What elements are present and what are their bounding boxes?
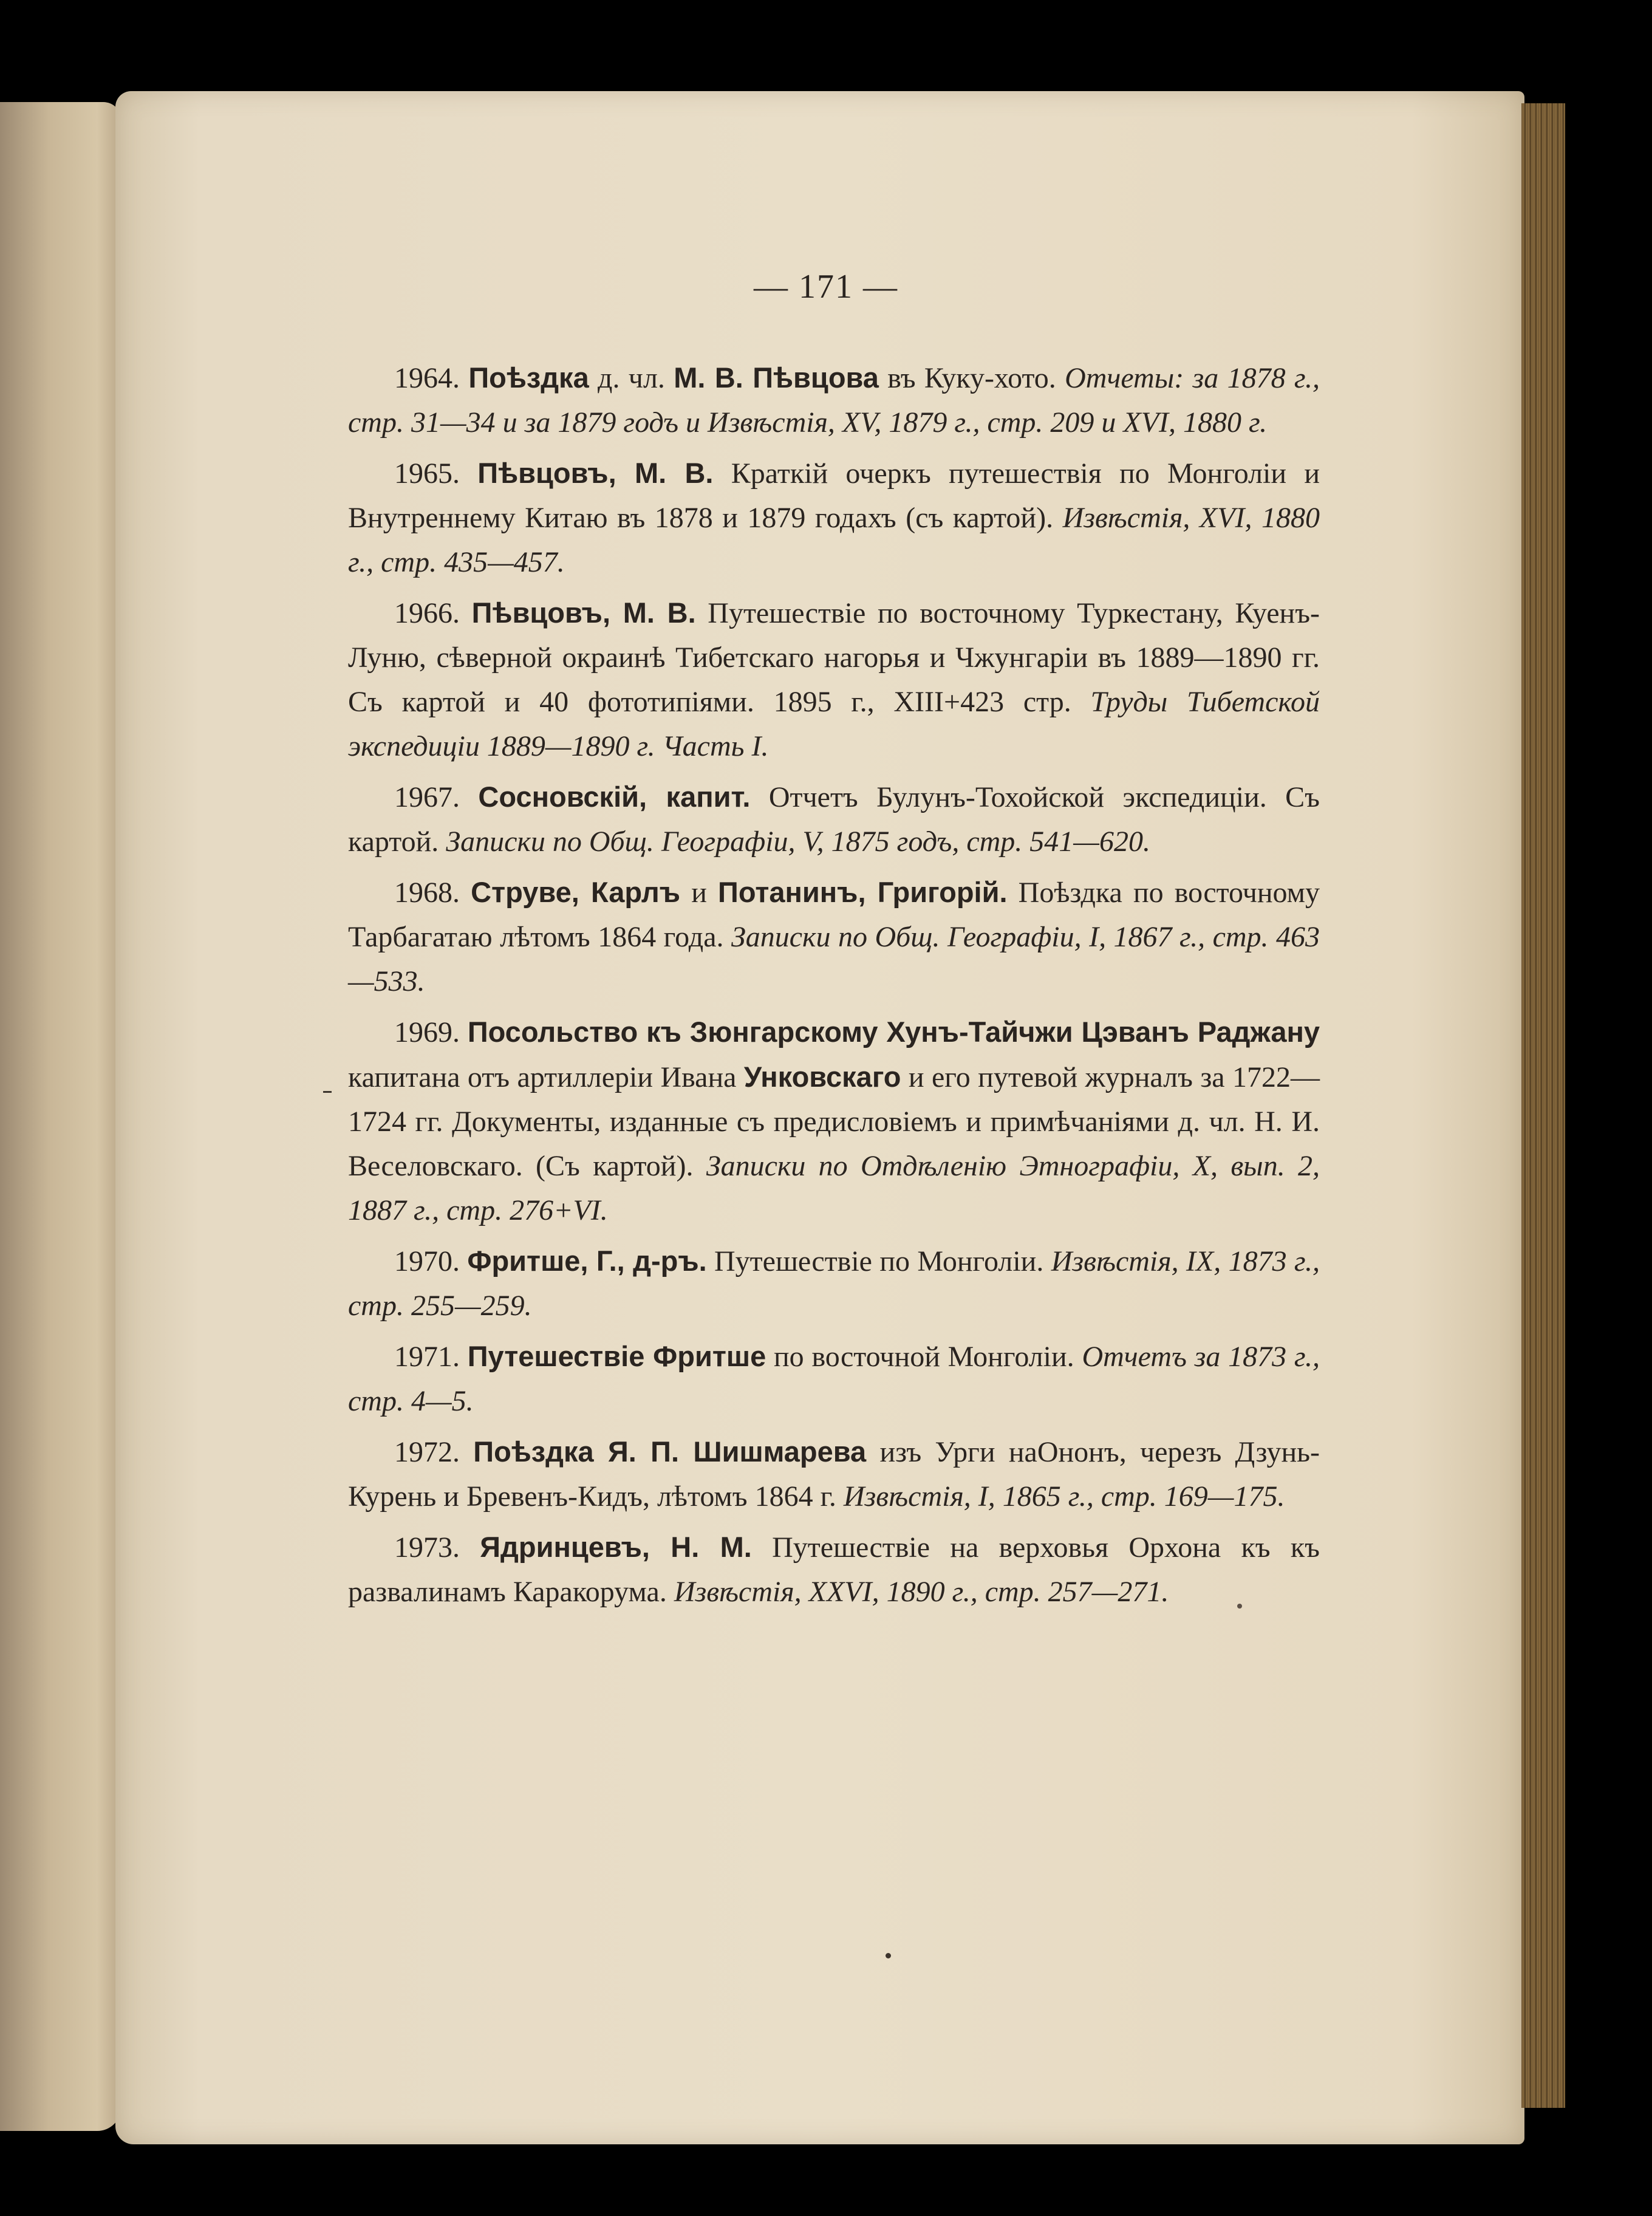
entry-number: 1972. — [394, 1436, 460, 1468]
entry-name: Пѣвцовъ, М. В. — [477, 457, 714, 489]
entry-number: 1966. — [394, 597, 460, 629]
entry-text: Путешествіе по Монголіи. — [706, 1245, 1051, 1277]
entry-text: по восточной Монголіи. — [766, 1341, 1082, 1373]
entry-name: Струве, Карлъ — [471, 876, 681, 908]
entry-name: Пѣвцовъ, М. В. — [471, 597, 696, 629]
entry-name: Поѣздка Я. П. Шишмарева — [473, 1435, 867, 1468]
page-edges — [1521, 103, 1565, 2108]
entry-1964 — [348, 355, 1320, 445]
entry-1971 — [348, 1334, 1320, 1423]
entry-number: 1965. — [394, 457, 460, 490]
entry-text: Поѣздка по восточному Тарбагатаю лѣтомъ 1864 года. — [348, 877, 1320, 953]
entry-reference: Записки по Общ. Географіи, V, 1875 годъ, стр. 541—620. — [446, 826, 1150, 858]
entry-text: д. чл. — [589, 362, 674, 394]
entry-name: Поѣздка — [468, 361, 589, 394]
entry-1972 — [348, 1429, 1320, 1519]
entry-reference: Записки по Отдѣленію Этнографіи, X, вып. 2, 1887 г., стр. 276+VI. — [348, 1150, 1320, 1226]
entry-1969 — [348, 1010, 1320, 1233]
entry-reference: Труды Тибетской экспедиціи 1889—1890 г. Часть I. — [348, 686, 1320, 762]
entry-reference: Отчеты: за 1878 г., стр. 31—34 и за 1879 годъ и Извѣстія, XV, 1879 г., стр. 209 и XVI, 1880 г. — [348, 362, 1320, 439]
page-number: — 171 — — [754, 268, 898, 306]
entry-name: Фритше, Г., д-ръ. — [467, 1245, 707, 1277]
entry-name: Унковскаго — [743, 1061, 901, 1093]
entry-text: Путешествіе по восточному Туркестану, Куенъ-Луню, сѣверной окраинѣ Тибетскаго нагорья и Чжунгаріи въ 1889—1890 гг. Съ картой и 40 фототипіями. 1895 г., XIII+423 стр. — [348, 597, 1320, 718]
stray-ink-dot — [886, 1953, 891, 1958]
entry-1967 — [348, 775, 1320, 864]
entry-1966 — [348, 590, 1320, 768]
entry-text: Краткій очеркъ путешествія по Монголіи и Внутреннему Китаю въ 1878 и 1879 годахъ (съ картой). — [348, 457, 1320, 534]
entry-text: и — [680, 877, 718, 909]
entry-text: и его путевой журналъ за 1722—1724 гг. Документы, изданные съ предисловіемъ и примѣчаніями д. чл. Н. И. Веселовскаго. (Съ картой). — [348, 1061, 1320, 1182]
stray-ink-mark — [323, 1091, 332, 1093]
entry-number: 1968. — [394, 877, 460, 909]
entry-reference: Извѣстія, XXVI, 1890 г., стр. 257—271. — [674, 1576, 1169, 1608]
entry-name: Сосновскій, капит. — [478, 781, 751, 813]
entry-name: Ядринцевъ, Н. М. — [480, 1531, 752, 1563]
entry-text: Путешествіе на верховья Орхона къ къ развалинамъ Каракорума. — [348, 1531, 1320, 1608]
entry-1970 — [348, 1239, 1320, 1328]
entry-text: капитана отъ артиллеріи Ивана — [348, 1061, 744, 1093]
entry-text: изъ Урги наОнонъ, черезъ Дзунь-Курень и Бревенъ-Кидъ, лѣтомъ 1864 г. — [348, 1436, 1320, 1513]
entry-number: 1971. — [394, 1341, 460, 1373]
entry-number: 1970. — [394, 1245, 460, 1277]
entry-1973 — [348, 1525, 1320, 1614]
entry-reference: Записки по Общ. Географіи, I, 1867 г., стр. 463—533. — [348, 921, 1320, 997]
entry-name: Посольство къ Зюнгарскому Хунъ-Тайчжи Цэванъ Раджану — [467, 1016, 1320, 1048]
stray-ink-dot — [1237, 1604, 1242, 1609]
entry-reference: Извѣстія, IX, 1873 г., стр. 255—259. — [348, 1245, 1320, 1322]
entry-name: Путешествіе Фритше — [467, 1340, 766, 1372]
entry-1968 — [348, 870, 1320, 1004]
entry-number: 1964. — [394, 362, 460, 394]
entry-reference: Отчетъ за 1873 г., стр. 4—5. — [348, 1341, 1320, 1417]
entry-reference: Извѣстія, I, 1865 г., стр. 169—175. — [843, 1480, 1285, 1513]
entry-text: въ Куку-хото. — [878, 362, 1065, 394]
entry-name: М. В. Пѣвцова — [674, 361, 879, 394]
entry-1965 — [348, 451, 1320, 584]
entry-number: 1973. — [394, 1531, 460, 1564]
bibliography-entries — [348, 355, 1320, 1620]
left-page-edge — [0, 102, 121, 2131]
entry-number: 1969. — [394, 1016, 460, 1048]
entry-reference: Извѣстія, XVI, 1880 г., стр. 435—457. — [348, 502, 1320, 578]
entry-text: Отчетъ Булунъ-Тохойской экспедиціи. Съ картой. — [348, 781, 1320, 858]
entry-number: 1967. — [394, 781, 460, 813]
entry-name: Потанинъ, Григорій. — [718, 876, 1008, 908]
